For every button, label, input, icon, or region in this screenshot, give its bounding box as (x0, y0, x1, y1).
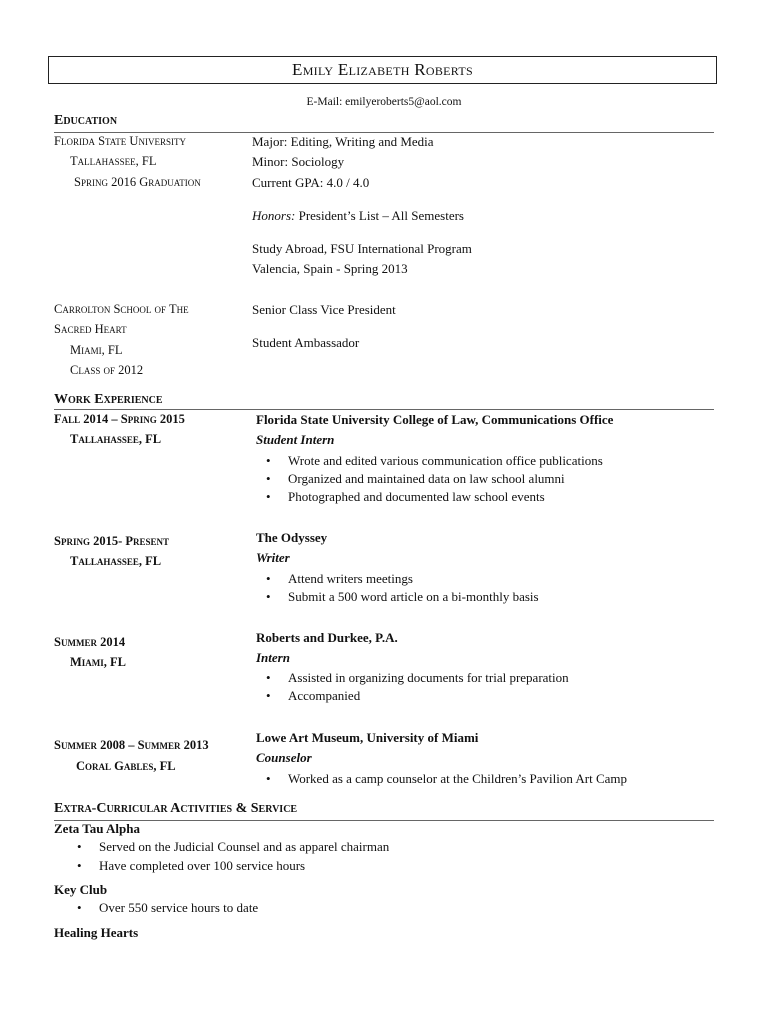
list-item: • Wrote and edited various communication office publications (266, 453, 603, 468)
list-item: • Photographed and documented law school events (266, 489, 545, 504)
honors-label: Honors: (252, 208, 296, 223)
resume-name: Emily Elizabeth Roberts (48, 56, 717, 84)
carrolton-class: Class of 2012 (70, 363, 144, 377)
fsu-graduation: Spring 2016 Graduation (74, 175, 201, 189)
list-item: • Assisted in organizing documents for trial preparation (266, 670, 569, 685)
fsu-school: Florida State University (54, 134, 186, 148)
job-dates: Summer 2008 – Summer 2013 (54, 738, 209, 752)
bullet-icon: • (77, 858, 82, 873)
job-location: Tallahassee, FL (70, 432, 162, 446)
bullet-icon: • (77, 839, 82, 854)
job-dates: Summer 2014 (54, 635, 126, 649)
list-item: • Submit a 500 word article on a bi-monthly basis (266, 589, 539, 604)
carrolton-item-1: Senior Class Vice President (252, 302, 396, 317)
job-dates: Fall 2014 – Spring 2015 (54, 412, 185, 426)
activities-heading: Extra-Curricular Activities & Service (54, 801, 298, 816)
activities-rule (54, 820, 714, 821)
fsu-minor: Minor: Sociology (252, 154, 345, 169)
fsu-honors (252, 208, 464, 224)
fsu-gpa: Current GPA: 4.0 / 4.0 (252, 175, 370, 190)
carrolton-item-2: Student Ambassador (252, 335, 360, 350)
list-item: • Over 550 service hours to date (77, 900, 259, 915)
job-role: Intern (256, 650, 290, 665)
job-org: The Odyssey (256, 530, 328, 545)
list-item: • Worked as a camp counselor at the Children’s Pavilion Art Camp (266, 771, 628, 786)
activity-org: Key Club (54, 882, 108, 897)
job-org: Roberts and Durkee, P.A. (256, 630, 398, 645)
list-item: • Served on the Judicial Counsel and as apparel chairman (77, 839, 390, 854)
job-role: Counselor (256, 750, 312, 765)
job-role: Writer (256, 550, 290, 565)
work-rule (54, 409, 714, 410)
fsu-location: Tallahassee, FL (70, 154, 157, 168)
list-item: • Attend writers meetings (266, 571, 413, 586)
education-heading: Education (54, 113, 118, 128)
carrolton-school-line2: Sacred Heart (54, 322, 127, 336)
job-org: Lowe Art Museum, University of Miami (256, 730, 479, 745)
list-item: • Organized and maintained data on law school alumni (266, 471, 565, 486)
bullet-icon: • (266, 489, 271, 504)
activity-org: Healing Hearts (54, 925, 139, 940)
bullet-icon: • (266, 571, 271, 586)
fsu-major: Major: Editing, Writing and Media (252, 134, 434, 149)
carrolton-location: Miami, FL (70, 343, 123, 357)
list-item: • Have completed over 100 service hours (77, 858, 306, 873)
job-role: Student Intern (256, 432, 335, 447)
job-location: Tallahassee, FL (70, 554, 162, 568)
bullet-icon: • (266, 471, 271, 486)
bullet-icon: • (266, 453, 271, 468)
job-dates: Spring 2015- Present (54, 534, 170, 548)
email-line: E-Mail: emilyeroberts5@aol.com (306, 96, 462, 108)
carrolton-school-line1: Carrolton School of The (54, 302, 189, 316)
honors-value: President’s List – All Semesters (298, 208, 464, 223)
bullet-icon: • (266, 688, 271, 703)
job-location: Miami, FL (70, 655, 127, 669)
bullet-icon: • (266, 771, 271, 786)
work-heading: Work Experience (54, 392, 163, 407)
education-rule (54, 132, 714, 133)
job-location: Coral Gables, FL (76, 759, 176, 773)
fsu-study-abroad-location: Valencia, Spain - Spring 2013 (252, 261, 408, 276)
activity-org: Zeta Tau Alpha (54, 821, 140, 836)
job-org: Florida State University College of Law, Communications Office (256, 412, 614, 427)
fsu-study-abroad: Study Abroad, FSU International Program (252, 241, 472, 256)
bullet-icon: • (266, 589, 271, 604)
bullet-icon: • (266, 670, 271, 685)
bullet-icon: • (77, 900, 82, 915)
list-item: • Accompanied (266, 688, 361, 703)
